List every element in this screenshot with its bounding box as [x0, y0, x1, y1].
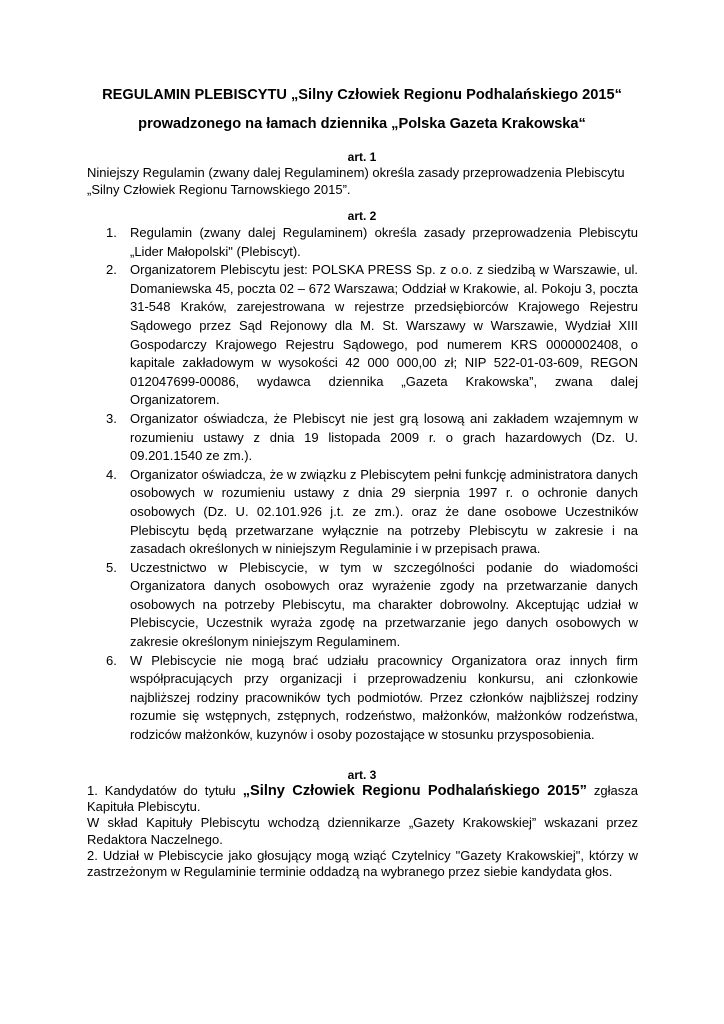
list-item-text: Organizator oświadcza, że w związku z Plebiscytem pełni funkcję administratora danych osobowych w rozumieniu ustawy z dnia 29 sierpnia 1997 r. o ochronie danych osobowych (Dz. U. 02.101.926 j.t. ze zm.). oraz że dane osobowe Uczestników Plebiscytu będą przetwarzane wyłącznie na potrzeby Plebiscytu w zakresie i na zasadach określonych w niniejszym Regulaminie i w przepisach prawa.: [130, 466, 638, 557]
list-item: [87, 652, 638, 745]
article-1-heading: art. 1: [347, 150, 377, 164]
article-3-p1-end: zgłasza Kapituła Plebiscytu.: [87, 783, 638, 815]
document-title: REGULAMIN PLEBISCYTU „Silny Człowiek Regionu Podhalańskiego 2015“: [102, 87, 622, 103]
list-item: [87, 559, 638, 652]
article-3-paragraph-1: [87, 783, 638, 815]
document-subtitle: prowadzonego na łamach dziennika „Polska Gazeta Krakowska“: [138, 116, 586, 132]
article-3-heading: art. 3: [347, 768, 377, 782]
article-2-heading: art. 2: [347, 209, 377, 223]
list-item-number: 3.: [106, 410, 117, 426]
list-item-text: Uczestnictwo w Plebiscycie, w tym w szczególności podanie do wiadomości Organizatora danych osobowych oraz wyrażenie zgody na przetwarzanie danych osobowych na potrzeby Plebiscytu, ma charakter dobrowolny. Akceptując udział w Plebiscycie, Uczestnik wyraża zgodę na przetwarzanie jego danych osobowych w zakresie określonym niniejszym Regulaminem.: [130, 559, 638, 650]
list-item-text: W Plebiscycie nie mogą brać udziału pracownicy Organizatora oraz innych firm współpracujących przy organizacji i przeprowadzeniu konkursu, ani członkowie najbliższej rodziny pracowników tych podmiotów. Przez członków najbliższej rodziny rozumie się wstępnych, zstępnych, rodzeństwo, małżonków, małżonków rodzeństwa, rodziców małżonków, kuzynów i osoby pozostające w stosunku przysposobienia.: [130, 652, 638, 743]
article-3-p1-start: 1. Kandydatów do tytułu: [87, 783, 243, 798]
list-item: [87, 261, 638, 410]
article-3-paragraph-3: 2. Udział w Plebiscycie jako głosujący mogą wziąć Czytelnicy "Gazety Krakowskiej", którzy w zastrzeżonym w Regulaminie terminie oddadzą na wybranego przez siebie kandydata głos.: [87, 847, 638, 880]
list-item-number: 5.: [106, 559, 117, 575]
article-3-paragraph-2: W skład Kapituły Plebiscytu wchodzą dziennikarze „Gazety Krakowskiej” wskazani przez Redaktora Naczelnego.: [87, 815, 638, 847]
list-item-number: 2.: [106, 262, 117, 278]
list-item: [87, 224, 638, 261]
list-item-number: 6.: [106, 652, 117, 668]
contest-title-bold: „Silny Człowiek Regionu Podhalańskiego 2015”: [242, 783, 587, 799]
article-3-body: [87, 783, 638, 880]
list-item-number: 4.: [106, 466, 117, 482]
list-item-text: Organizatorem Plebiscytu jest: POLSKA PRESS Sp. z o.o. z siedzibą w Warszawie, ul. Domaniewska 45, poczta 02 – 672 Warszawa; Oddział w Krakowie, al. Pokoju 3, poczta 31-548 Kraków, zarejestrowana w rejestrze przedsiębiorców Krajowego Rejestru Sądowego przez Sąd Rejonowy dla M. St. Warszawy w Warszawie, Wydział XIII Gospodarczy Krajowego Rejestru Sądowego, pod numerem KRS 0000002408, o kapitale zakładowym w wysokości 42 000 000,00 zł; NIP 522-01-03-609, REGON 012047699-00086, wydawca dziennika „Gazeta Krakowska”, zwana dalej Organizatorem.: [130, 262, 638, 408]
list-item: [87, 466, 638, 559]
list-item-text: Organizator oświadcza, że Plebiscyt nie jest grą losową ani zakładem wzajemnym w rozumieniu ustawy z dnia 19 listopada 2009 r. o grach hazardowych (Dz. U. 09.201.1540 ze zm.).: [130, 410, 638, 464]
list-item-number: 1.: [106, 225, 117, 240]
article-2-list: [87, 224, 638, 745]
list-item: [87, 410, 638, 466]
article-1-text: Niniejszy Regulamin (zwany dalej Regulaminem) określa zasady przeprowadzenia Plebiscytu „Silny Człowiek Regionu Tarnowskiego 2015”.: [87, 165, 625, 197]
list-item-text: Regulamin (zwany dalej Regulaminem) określa zasady przeprowadzenia Plebiscytu „Lider Małopolski" (Plebiscyt).: [130, 225, 638, 259]
